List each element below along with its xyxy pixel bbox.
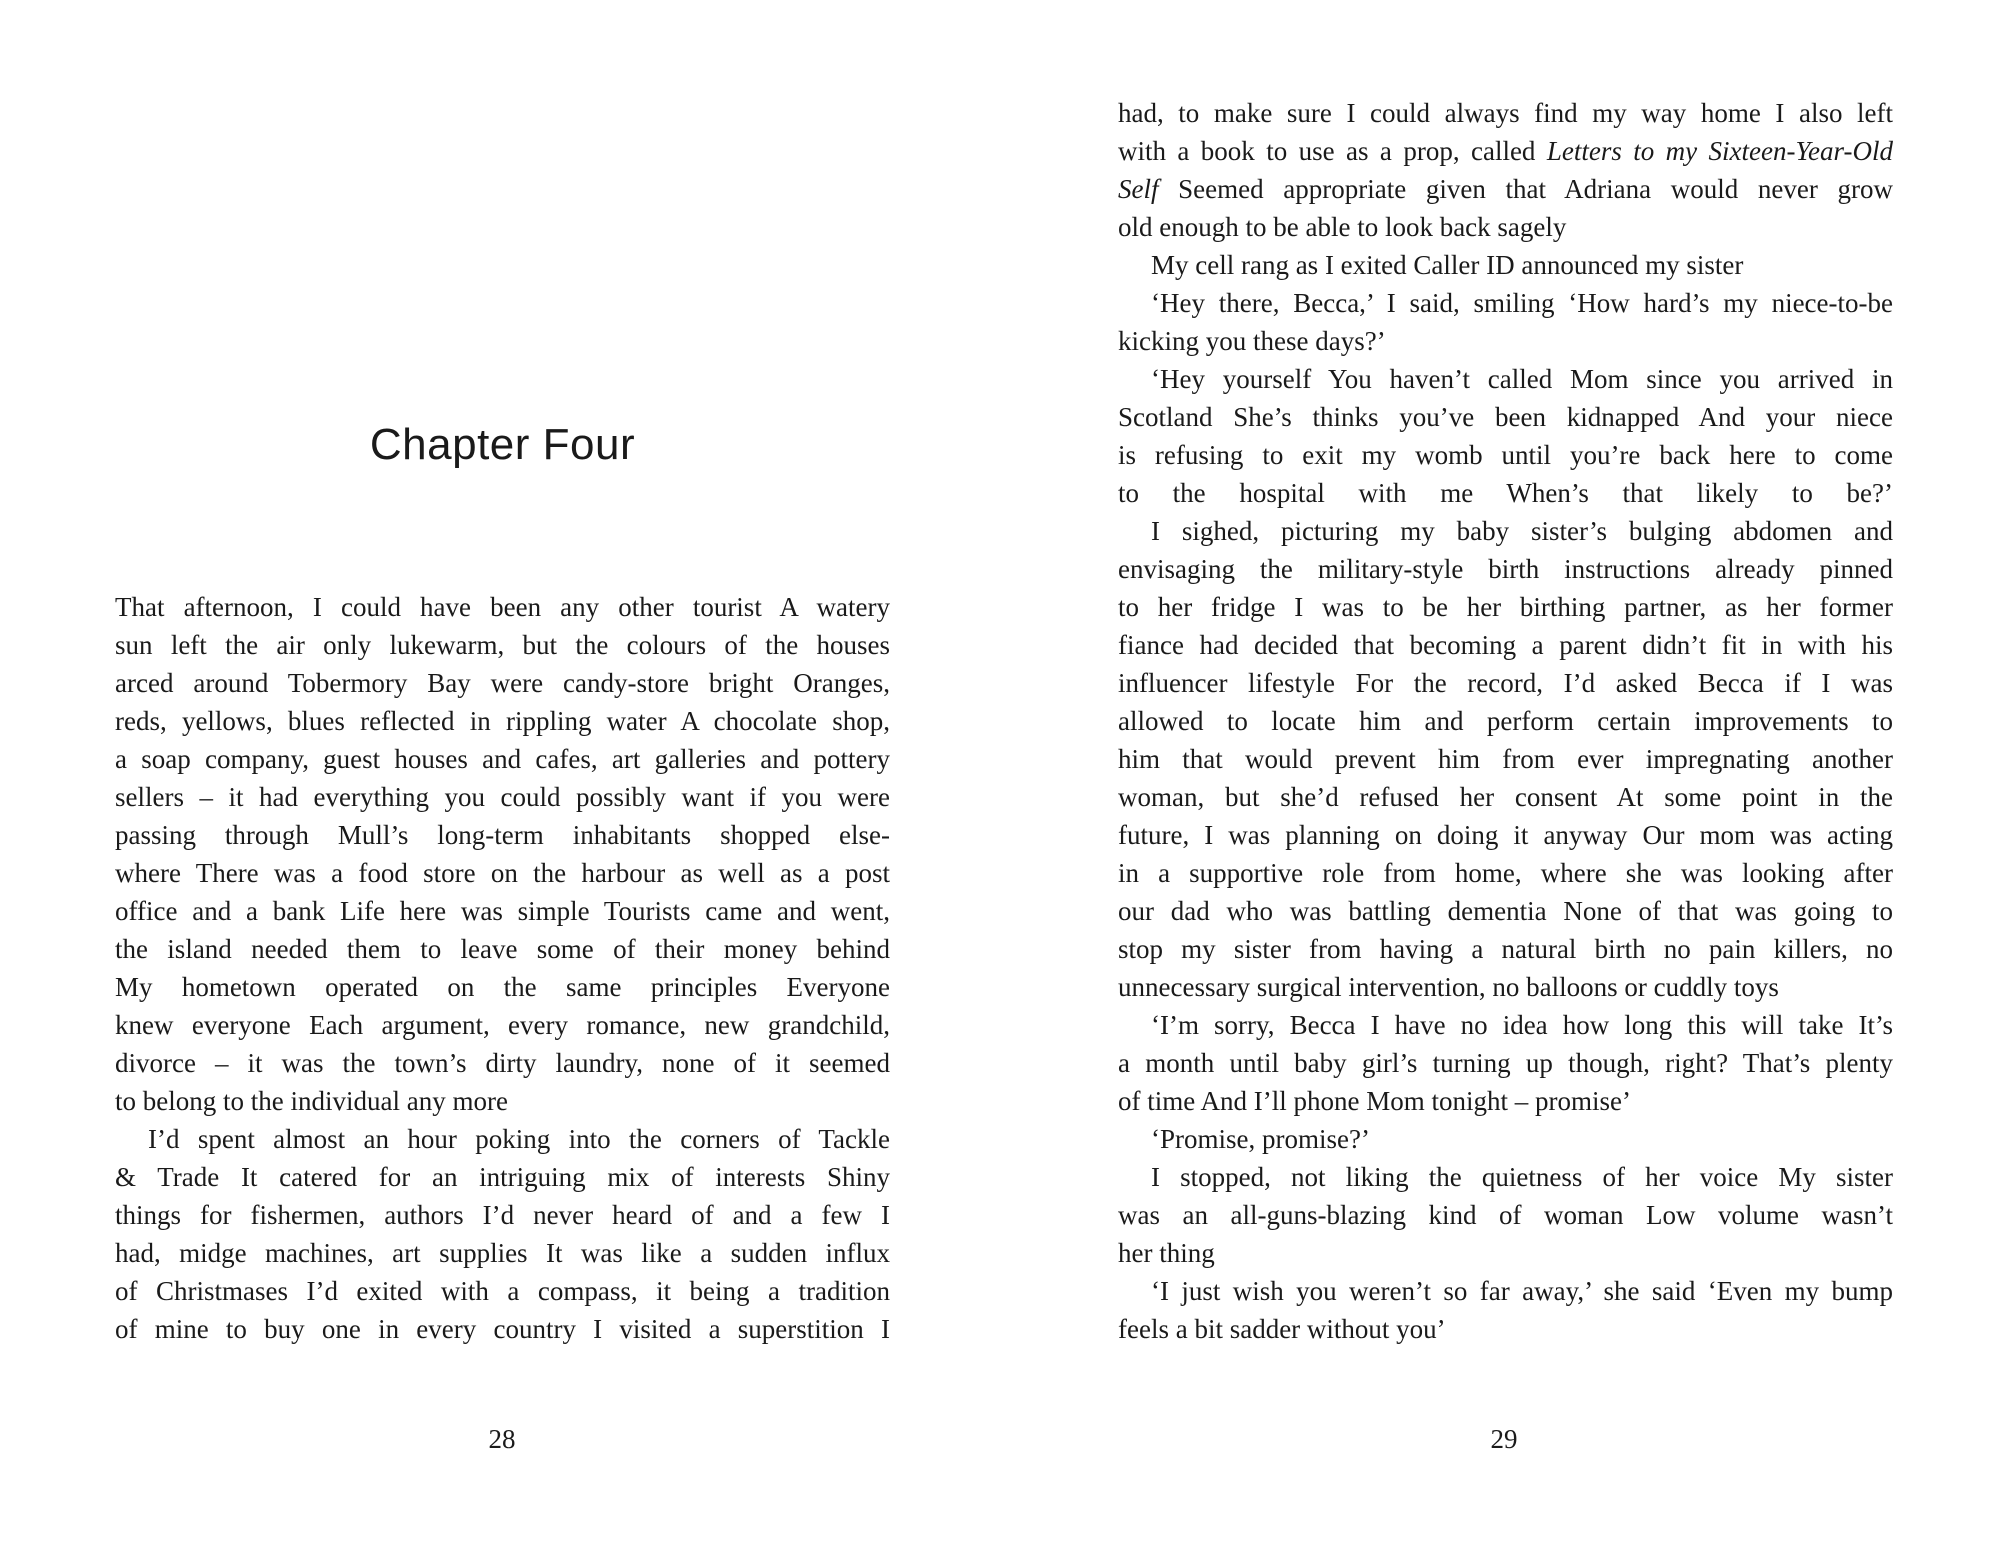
text-line: My hometown operated on the same principles Everyone xyxy=(115,972,890,1002)
text-line: of mine to buy one in every country I visited a superstition I xyxy=(115,1314,890,1344)
right-body-text xyxy=(1118,94,1893,1348)
text-line: to her fridge I was to be her birthing partner, as her former xyxy=(1118,592,1893,622)
text-line: to belong to the individual any more xyxy=(115,1086,508,1116)
text-line: reds, yellows, blues reflected in rippling water A chocolate shop, xyxy=(115,706,890,736)
text-line: knew everyone Each argument, every romance, new grandchild, xyxy=(115,1010,890,1040)
text-line: ‘Hey yourself You haven’t called Mom since you arrived in xyxy=(1151,364,1893,394)
book-title: Letters to my Sixteen-Year-Old xyxy=(1546,136,1893,166)
text-line: & Trade It catered for an intriguing mix of interests Shiny xyxy=(115,1162,890,1192)
text-line: divorce – it was the town’s dirty laundry, none of it seemed xyxy=(115,1048,890,1078)
text-line: is refusing to exit my womb until you’re back here to come xyxy=(1118,440,1893,470)
text-line: sellers – it had everything you could possibly want if you were xyxy=(115,782,890,812)
text-line: fiance had decided that becoming a parent didn’t fit in with his xyxy=(1118,630,1893,660)
text-line: where There was a food store on the harbour as well as a post xyxy=(115,858,890,888)
text-line: arced around Tobermory Bay were candy-store bright Oranges, xyxy=(115,668,890,698)
right-page xyxy=(1000,0,2000,1553)
text-line: ‘I just wish you weren’t so far away,’ she said ‘Even my bump xyxy=(1151,1276,1893,1306)
text-line: her thing xyxy=(1118,1238,1215,1268)
page-number-left: 28 xyxy=(488,1424,516,1454)
text-line: Scotland She’s thinks you’ve been kidnapped And your niece xyxy=(1118,402,1893,432)
text-line: a month until baby girl’s turning up though, right? That’s plenty xyxy=(1118,1048,1893,1078)
text-line: I stopped, not liking the quietness of her voice My sister xyxy=(1151,1162,1893,1192)
text-line: woman, but she’d refused her consent At some point in the xyxy=(1118,782,1893,812)
text-line: My cell rang as I exited Caller ID announced my sister xyxy=(1151,250,1744,280)
text-line xyxy=(1118,170,1893,208)
text-line: the island needed them to leave some of their money behind xyxy=(115,934,890,964)
text-line: of time And I’ll phone Mom tonight – promise’ xyxy=(1118,1086,1631,1116)
text-line: feels a bit sadder without you’ xyxy=(1118,1314,1446,1344)
text-line: a soap company, guest houses and cafes, art galleries and pottery xyxy=(115,744,890,774)
text-line: to the hospital with me When’s that likely to be?’ xyxy=(1118,478,1893,508)
text-line: kicking you these days?’ xyxy=(1118,326,1386,356)
text-line: old enough to be able to look back sagely xyxy=(1118,212,1567,242)
text-line xyxy=(1118,132,1893,170)
text-line: passing through Mull’s long-term inhabitants shopped else- xyxy=(115,820,890,850)
text-line: was an all-guns-blazing kind of woman Low volume wasn’t xyxy=(1118,1200,1893,1230)
text-line: stop my sister from having a natural birth no pain killers, no xyxy=(1118,934,1893,964)
text-line: of Christmases I’d exited with a compass, it being a tradition xyxy=(115,1276,890,1306)
left-body-text xyxy=(115,588,890,1348)
text-line: envisaging the military-style birth instructions already pinned xyxy=(1118,554,1893,584)
text-line: That afternoon, I could have been any other tourist A watery xyxy=(115,592,890,622)
text-line: had, midge machines, art supplies It was like a sudden influx xyxy=(115,1238,890,1268)
text-line: had, to make sure I could always find my way home I also left xyxy=(1118,98,1893,128)
text-line: influencer lifestyle For the record, I’d asked Becca if I was xyxy=(1118,668,1893,698)
text-line: I sighed, picturing my baby sister’s bulging abdomen and xyxy=(1151,516,1893,546)
text-line: unnecessary surgical intervention, no balloons or cuddly toys xyxy=(1118,972,1779,1002)
text-line: things for fishermen, authors I’d never heard of and a few I xyxy=(115,1200,890,1230)
text-line: in a supportive role from home, where she was looking after xyxy=(1118,858,1893,888)
text-segment: with a book to use as a prop, called xyxy=(1118,136,1547,166)
text-line: our dad who was battling dementia None of that was going to xyxy=(1118,896,1893,926)
chapter-title: Chapter Four xyxy=(369,420,636,469)
page-number-right: 29 xyxy=(1490,1424,1518,1454)
text-line: ‘Promise, promise?’ xyxy=(1151,1124,1370,1154)
text-line: I’d spent almost an hour poking into the corners of Tackle xyxy=(148,1124,890,1154)
text-line: allowed to locate him and perform certain improvements to xyxy=(1118,706,1893,736)
text-line: ‘I’m sorry, Becca I have no idea how long this will take It’s xyxy=(1151,1010,1893,1040)
text-line: him that would prevent him from ever impregnating another xyxy=(1118,744,1893,774)
book-title-end: Self xyxy=(1118,174,1159,204)
text-line: office and a bank Life here was simple Tourists came and went, xyxy=(115,896,890,926)
text-line: future, I was planning on doing it anyway Our mom was acting xyxy=(1118,820,1893,850)
text-line: sun left the air only lukewarm, but the colours of the houses xyxy=(115,630,890,660)
text-segment: Seemed appropriate given that Adriana would never grow xyxy=(1158,174,1893,204)
text-line: ‘Hey there, Becca,’ I said, smiling ‘How hard’s my niece-to-be xyxy=(1151,288,1893,318)
